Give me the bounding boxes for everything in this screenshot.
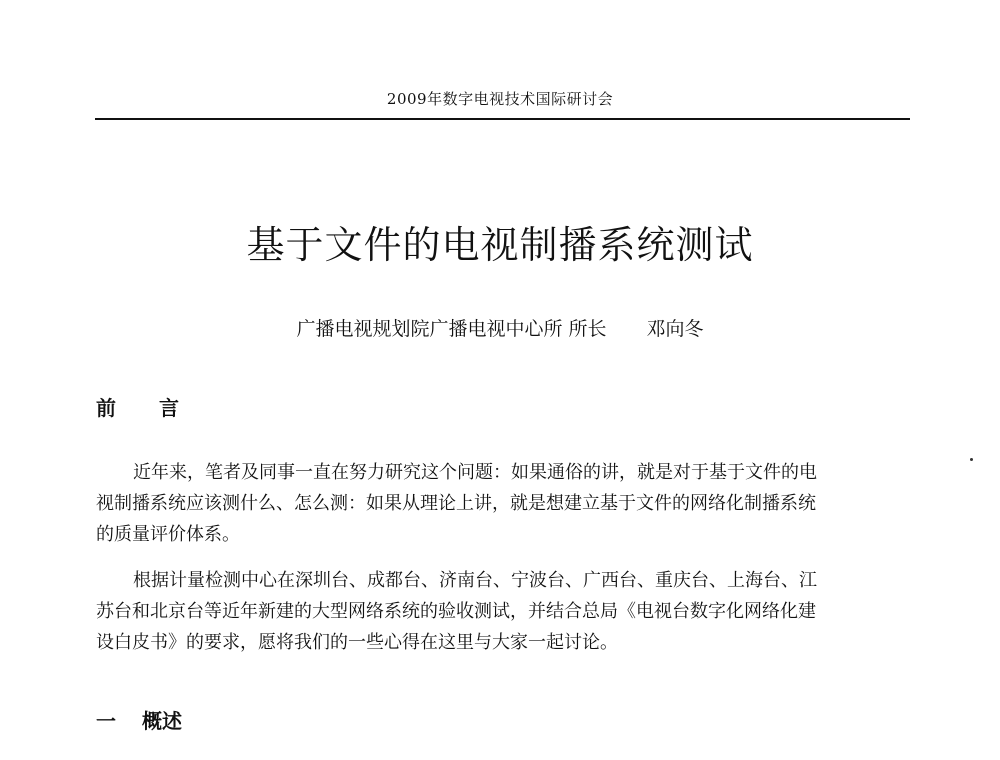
author-affiliation: 广播电视规划院广播电视中心所 所长 xyxy=(296,318,607,340)
byline xyxy=(0,314,1000,341)
paragraph-line: 设白皮书》的要求，愿将我们的一些心得在这里与大家一起讨论。 xyxy=(96,632,618,653)
preface-paragraph-2 xyxy=(96,565,914,658)
paragraph-line: 的质量评价体系。 xyxy=(96,524,240,545)
section-number: 一 xyxy=(96,709,116,733)
paragraph-line: 近年来，笔者及同事一直在努力研究这个问题：如果通俗的讲，就是对于基于文件的电 xyxy=(133,462,817,483)
running-header: 2009年数字电视技术国际研讨会 xyxy=(386,90,614,108)
preface-heading: 前 言 xyxy=(96,396,197,420)
article-title: 基于文件的电视制播系统测试 xyxy=(246,223,754,267)
section-title: 概述 xyxy=(142,709,182,733)
author-name: 邓向冬 xyxy=(646,318,704,340)
paragraph-line: 视制播系统应该测什么、怎么测：如果从理论上讲，就是想建立基于文件的网络化制播系统 xyxy=(96,493,816,514)
scan-speck xyxy=(970,458,973,461)
header-rule xyxy=(95,118,910,120)
preface-paragraph-1 xyxy=(96,457,914,550)
paragraph-line: 根据计量检测中心在深圳台、成都台、济南台、宁波台、广西台、重庆台、上海台、江 xyxy=(133,570,817,591)
overview-heading xyxy=(96,705,182,734)
paragraph-line: 苏台和北京台等近年新建的大型网络系统的验收测试，并结合总局《电视台数字化网络化建 xyxy=(96,601,816,622)
